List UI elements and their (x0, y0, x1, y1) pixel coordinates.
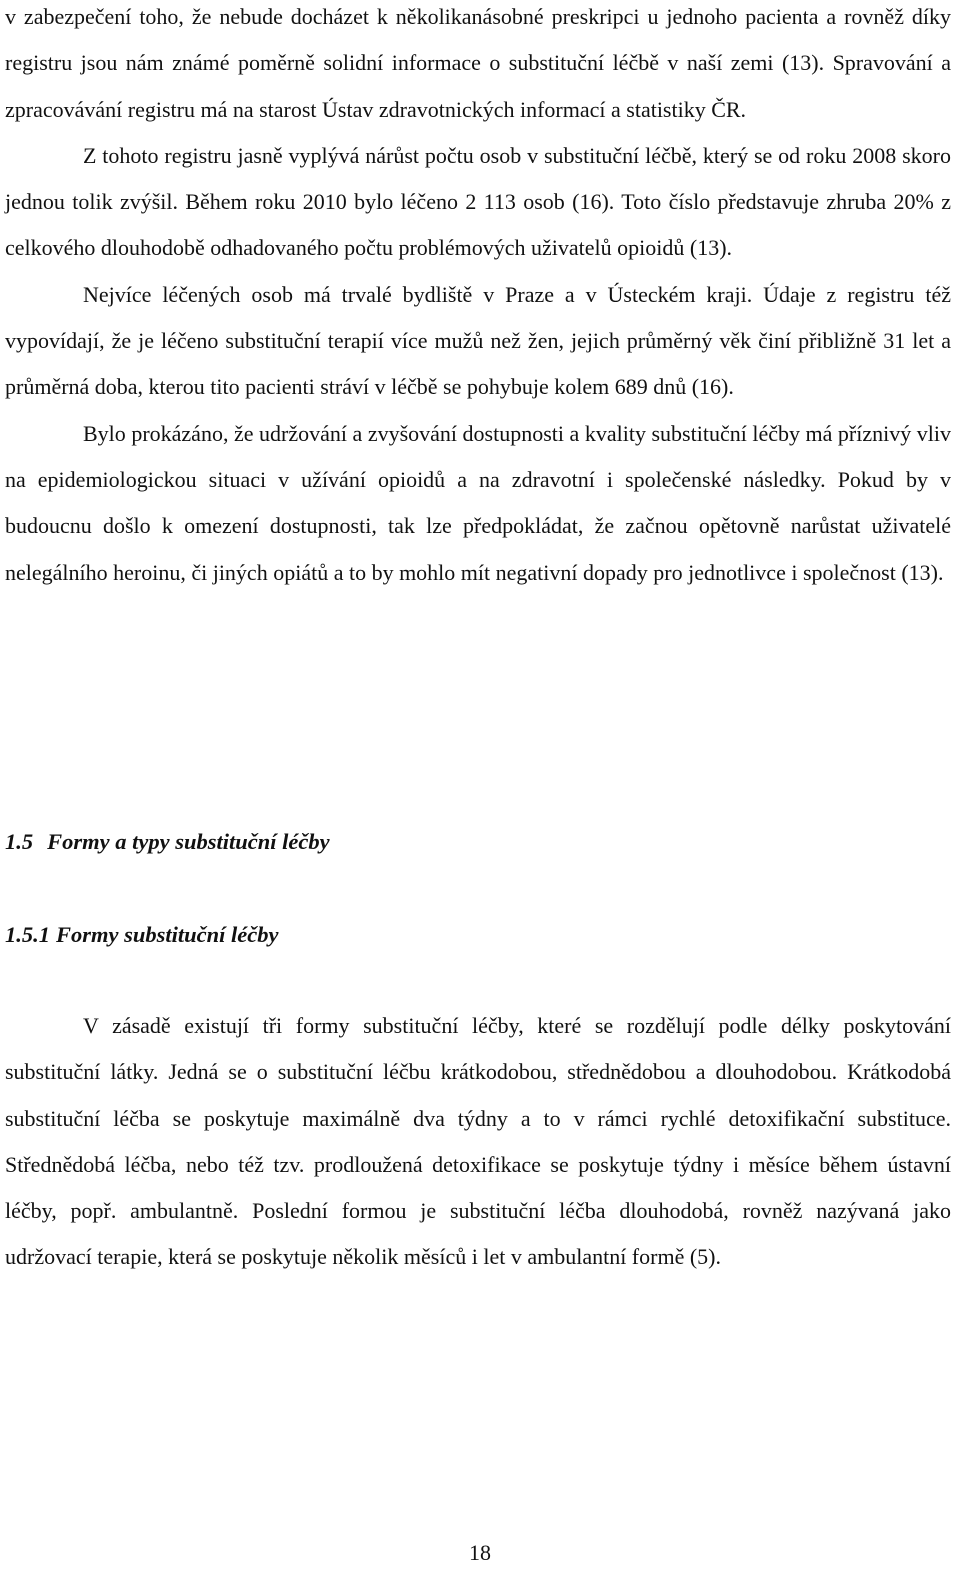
section-heading (5, 819, 330, 865)
paragraph-availability-effects: Bylo prokázáno, že udržování a zvyšování dostupnosti a kvality substituční léčby má příznivý vliv na epidemiologickou situaci v užívání opioidů a na zdravotní i společenské následky. Pokud by v budoucnu došlo k omezení dostupnosti, tak lze předpokládat, že začnou opětovně narůstat uživatelé nelegálního heroinu, či jiných opiátů a to by mohlo mít negativní dopady pro jednotlivce i společnost (13). (5, 420, 951, 585)
paragraph-registry-intro: v zabezpečení toho, že nebude docházet k několikanásobné preskripci u jednoho pacienta a rovněž díky registru jsou nám známé poměrně solidní informace o substituční léčbě v naší zemi (13). Spravování a zpracovávání registru má na starost Ústav zdravotnických informací a statistiky ČR. (5, 4, 951, 122)
document-page (5, 0, 951, 596)
subsection-body (5, 1003, 951, 1281)
page-number: 18 (469, 1540, 491, 1565)
subsection-number: 1.5.1 (5, 922, 50, 947)
paragraph-forms-of-treatment: V zásadě existují tři formy substituční léčby, které se rozdělují podle délky poskytování substituční látky. Jedná se o substituční léčbu krátkodobou, střednědobou a dlouhodobou. Krátkodobá substituční léčba se poskytuje maximálně dva týdny a to v rámci rychlé detoxifikační substituce. Střednědobá léčba, nebo též tzv. prodloužená detoxifikace se poskytuje týdny i měsíce během ústavní léčby, popř. ambulantně. Poslední formou je substituční léčba dlouhodobá, rovněž nazývaná jako udržovací terapie, která se poskytuje několik měsíců i let v ambulantní formě (5). (5, 1013, 951, 1270)
subsection-heading (5, 912, 279, 958)
section-number: 1.5 (5, 829, 34, 854)
section-title: Formy a typy substituční léčby (47, 829, 330, 854)
paragraph-registry-growth: Z tohoto registru jasně vyplývá nárůst počtu osob v substituční léčbě, který se od roku 2008 skoro jednou tolik zvýšil. Během roku 2010 bylo léčeno 2 113 osob (16). Toto číslo představuje zhruba 20% z celkového dlouhodobě odhadovaného počtu problémových uživatelů opioidů (13). (5, 142, 951, 261)
paragraph-patient-demographics: Nejvíce léčených osob má trvalé bydliště v Praze a v Ústeckém kraji. Údaje z registru též vypovídají, že je léčeno substituční terapií více mužů než žen, jejich průměrný věk činí přibližně 31 let a průměrná doba, kterou tito pacienti stráví v léčbě se pohybuje kolem 689 dnů (16). (5, 281, 951, 400)
subsection-title: Formy substituční léčby (56, 922, 279, 947)
